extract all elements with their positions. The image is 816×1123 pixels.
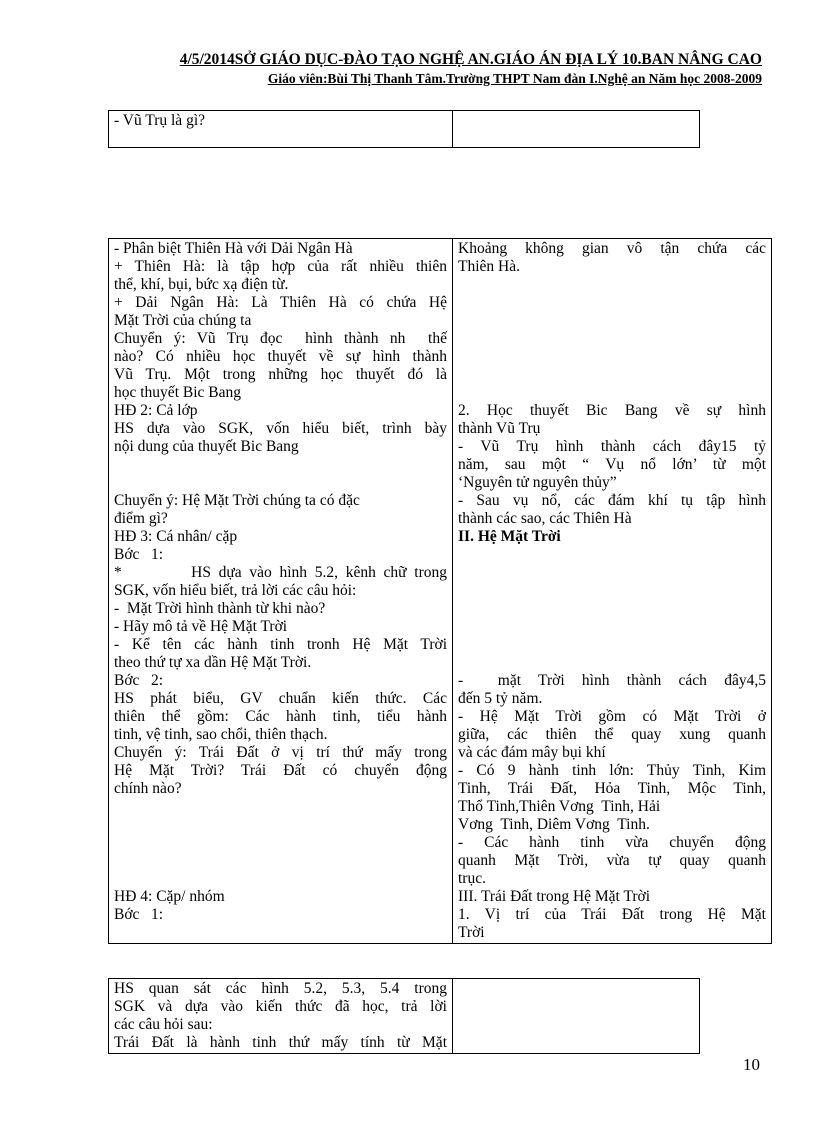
text-line: 1. Vị trí của Trái Đất trong Hệ Mặt	[458, 906, 766, 923]
table-1	[108, 110, 700, 148]
table-2-left-cell	[109, 239, 453, 943]
blank-line	[458, 546, 766, 564]
text-line: - mặt Trời hình thành cách đây4,5	[458, 672, 766, 689]
blank-line	[114, 456, 447, 474]
table-3-left-cell	[109, 979, 453, 1053]
blank-line	[458, 654, 766, 672]
text-line: các câu hỏi sau:	[114, 1016, 213, 1033]
text-line: chính nào?	[114, 780, 182, 797]
text-line: năm, sau một “ Vụ nổ lớn’ từ một	[458, 456, 766, 473]
table-3-right-cell	[453, 979, 699, 1053]
text-line: II. Hệ Mặt Trời	[458, 528, 561, 545]
blank-line	[114, 870, 447, 888]
text-line: Bớc 1:	[114, 906, 164, 923]
header-line-2: Giáo viên:Bùi Thị Thanh Tâm.Trường THPT Nam đàn I.Nghệ an Năm học 2008-2009	[267, 71, 762, 86]
page-number: 10	[743, 1055, 760, 1074]
text-line: - Sau vụ nổ, các đám khí tụ tập hình	[458, 492, 766, 509]
text-line: và các đám mây bụi khí	[458, 744, 606, 761]
text-line: Tinh, Trái Đất, Hỏa Tinh, Mộc Tinh,	[458, 780, 766, 797]
text-line: Mặt Trời của chúng ta	[114, 312, 252, 329]
text-line: thành Vũ Trụ	[458, 420, 541, 437]
text-line: SGK và dựa vào kiến thức đã học, trả lời	[114, 998, 447, 1015]
page-header	[180, 50, 762, 88]
text-line: Trái Đất là hành tinh thứ mấy tính từ Mặt	[114, 1034, 447, 1051]
blank-line	[114, 852, 447, 870]
table-2	[108, 238, 772, 944]
text-line: Thổ Tinh,Thiên Vơng Tinh, Hải	[458, 798, 661, 815]
blank-line	[458, 618, 766, 636]
text-line: Bớc 1:	[114, 546, 164, 563]
table-2-right-cell	[453, 239, 771, 943]
blank-line	[114, 834, 447, 852]
text-line: - Vũ Trụ hình thành cách đây15 tỷ	[458, 438, 766, 455]
text-line: + Thiên Hà: là tập hợp của rất nhiều thiên	[114, 258, 447, 275]
text-line: - Hãy mô tả về Hệ Mặt Trời	[114, 618, 288, 635]
blank-line	[458, 312, 766, 330]
text-line: HS quan sát các hình 5.2, 5.3, 5.4 trong	[114, 980, 447, 997]
blank-line	[458, 294, 766, 312]
blank-line	[458, 582, 766, 600]
text-line: - Hệ Mặt Trời gồm có Mặt Trời ở	[458, 708, 766, 725]
text-line: - Mặt Trời hình thành từ khi nào?	[114, 600, 326, 617]
blank-line	[458, 636, 766, 654]
text-line: theo thứ tự xa dần Hệ Mặt Trời.	[114, 654, 312, 671]
text-line: Thiên Hà.	[458, 258, 520, 275]
text-line: Trời	[458, 924, 485, 941]
table-1-left-cell	[109, 111, 453, 147]
blank-line	[114, 474, 447, 492]
text-line: - Phân biệt Thiên Hà với Dải Ngân Hà	[114, 240, 353, 257]
text-line: quanh Mặt Trời, vừa tự quay quanh	[458, 852, 766, 869]
text-line: Khoảng không gian vô tận chứa các	[458, 240, 766, 257]
text-line: HS dựa vào SGK, vốn hiểu biết, trình bày	[114, 420, 447, 437]
text-line: 2. Học thuyết Bic Bang về sự hình	[458, 402, 766, 419]
text-line: tinh, vệ tinh, sao chổi, thiên thạch.	[114, 726, 328, 743]
blank-line	[458, 276, 766, 294]
text-line: Bớc 2:	[114, 672, 164, 689]
text-line: ‘Nguyên tử nguyên thủy”	[458, 474, 617, 491]
text-line: SGK, vốn hiểu biết, trả lời các câu hỏi:	[114, 582, 357, 599]
text-line: học thuyết Bic Bang	[114, 384, 241, 401]
text-line: Vơng Tinh, Diêm Vơng Tinh.	[458, 816, 650, 833]
text-line: HS phát biểu, GV chuẩn kiến thức. Các	[114, 690, 447, 707]
blank-line	[114, 798, 447, 816]
text-line: thể, khí, bụi, bức xạ điện từ.	[114, 276, 289, 293]
text-line: thiên thể gồm: Các hành tinh, tiểu hành	[114, 708, 447, 725]
text-line: nào? Có nhiều học thuyết về sự hình thành	[114, 348, 447, 365]
header-line-1: 4/5/2014SỞ GIÁO DỤC-ĐÀO TẠO NGHỆ AN.GIÁO ÁN ĐỊA LÝ 10.BAN NÂNG CAO	[179, 51, 762, 68]
blank-line	[458, 564, 766, 582]
text-line: nội dung của thuyết Bic Bang	[114, 438, 299, 455]
text-line: - Kể tên các hành tinh tronh Hệ Mặt Trời	[114, 636, 447, 653]
text-line: điểm gì?	[114, 510, 168, 527]
text-line: thành các sao, các Thiên Hà	[458, 510, 632, 527]
text-line: Chuyển ý: Trái Đất ở vị trí thứ mấy trong	[114, 744, 447, 761]
text-line: HĐ 2: Cả lớp	[114, 402, 198, 419]
blank-line	[458, 348, 766, 366]
blank-line	[114, 816, 447, 834]
text-line: Chuyển ý: Vũ Trụ đọc hình thành nh thế	[114, 330, 447, 347]
text-line: III. Trái Đất trong Hệ Mặt Trời	[458, 888, 651, 905]
text-line: đến 5 tỷ năm.	[458, 690, 543, 707]
text-line: HĐ 4: Cặp/ nhóm	[114, 888, 225, 905]
table-1-right-cell	[453, 111, 699, 147]
blank-line	[458, 600, 766, 618]
text-line: * HS dựa vào hình 5.2, kênh chữ trong	[114, 564, 447, 581]
text-line: - Có 9 hành tinh lớn: Thủy Tinh, Kim	[458, 762, 766, 779]
blank-line	[458, 384, 766, 402]
text-line: HĐ 3: Cá nhân/ cặp	[114, 528, 238, 545]
table-1-left-text: - Vũ Trụ là gì?	[114, 112, 206, 129]
blank-line	[458, 330, 766, 348]
text-line: trục.	[458, 870, 486, 887]
text-line: Hệ Mặt Trời? Trái Đất có chuyển động	[114, 762, 447, 779]
text-line: Vũ Trụ. Một trong những học thuyết đó là	[114, 366, 447, 383]
text-line: giữa, các thiên thể quay xung quanh	[458, 726, 766, 743]
text-line: - Các hành tinh vừa chuyển động	[458, 834, 766, 851]
text-line: Chuyển ý: Hệ Mặt Trời chúng ta có đặc	[114, 492, 360, 509]
text-line: + Dải Ngân Hà: Là Thiên Hà có chứa Hệ	[114, 294, 447, 311]
table-3	[108, 978, 700, 1054]
blank-line	[458, 366, 766, 384]
